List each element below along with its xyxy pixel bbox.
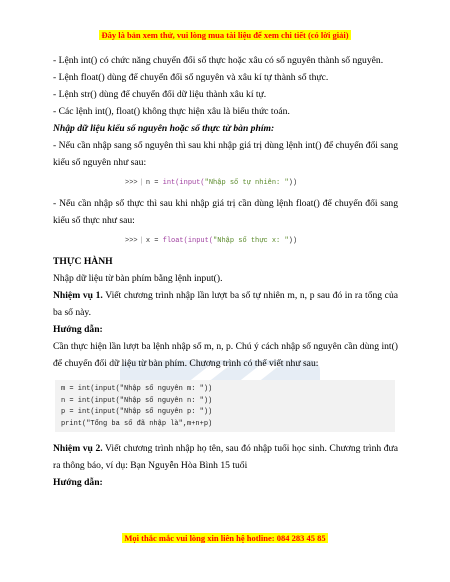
code-block-sum xyxy=(55,380,395,432)
code-var: x = xyxy=(145,237,163,245)
task-1-text: Viết chương trình nhập lần lượt ba số tự nhiên m, n, p sau đó in ra tổng của ba số này. xyxy=(53,290,398,318)
paragraph-float-input: - Nếu cần nhập số thực thì sau khi nhập giá trị cần dùng lệnh float() để chuyển đổi sang kiểu số thực như sau: xyxy=(53,198,398,226)
guide-1-heading: Hướng dẫn: xyxy=(53,324,103,335)
task-2-text: Viết chương trình nhập họ tên, sau đó nhập tuổi học sinh. Chương trình đưa ra thông báo, ví dụ: Bạn Nguyễn Hòa Bình 15 tuổi xyxy=(53,443,398,471)
hotline-banner-text: Mọi thắc mắc vui lòng xin liên hệ hotline: 084 283 45 85 xyxy=(124,533,326,543)
code-end: )) xyxy=(288,179,298,187)
code-prompt: >>> xyxy=(125,237,138,245)
code-block-line: n = int(input("Nhập số nguyên n: ")) xyxy=(61,396,213,405)
document-body xyxy=(53,52,398,491)
code-string: "Nhập số thực x: " xyxy=(213,237,289,245)
sub-heading: Nhập dữ liệu kiểu số nguyên hoặc số thực từ bàn phím: xyxy=(53,123,275,134)
code-end: )) xyxy=(288,237,298,245)
code-block-line: m = int(input("Nhập số nguyên m: ")) xyxy=(61,385,213,393)
hotline-banner xyxy=(0,533,450,543)
preview-banner xyxy=(0,30,450,40)
task-1 xyxy=(53,287,398,321)
code-fn: int(input( xyxy=(162,179,205,187)
code-prompt: >>> xyxy=(125,179,138,187)
paragraph-int-input: - Nếu cần nhập sang số nguyên thì sau khi nhập giá trị dùng lệnh int() để chuyển đổi sang kiểu số nguyên như sau: xyxy=(53,140,398,168)
task-2 xyxy=(53,440,398,474)
guide-2-heading: Hướng dẫn: xyxy=(53,477,103,488)
task-2-label: Nhiệm vụ 2. xyxy=(53,443,103,454)
section-title: THỰC HÀNH xyxy=(53,256,113,267)
code-block-line: p = int(input("Nhập số nguyên p: ")) xyxy=(61,408,213,416)
code-string: "Nhập số tự nhiên: " xyxy=(204,179,289,187)
code-var: n = xyxy=(145,179,163,187)
task-1-label: Nhiệm vụ 1. xyxy=(53,290,103,301)
paragraph-str: - Lệnh str() dùng để chuyển đổi dữ liệu thành xâu kí tự. xyxy=(53,89,267,100)
code-float-input: >>> | x = float(input("Nhập số thực x: ")) xyxy=(125,237,298,245)
code-block-line: print("Tổng ba số đã nhập là",m+n+p) xyxy=(61,419,213,428)
code-fn: float(input( xyxy=(162,237,214,245)
paragraph-int: - Lệnh int() có chức năng chuyển đổi số thực hoặc xâu có số nguyên thành số nguyên. xyxy=(53,55,384,66)
preview-banner-text: Đây là bản xem thử, vui lòng mua tài liệu để xem chi tiết (có lời giải) xyxy=(101,30,349,40)
paragraph-float: - Lệnh float() dùng để chuyển đổi số nguyên và xâu kí tự thành số thực. xyxy=(53,72,329,83)
paragraph-input-intro: Nhập dữ liệu từ bàn phím bằng lệnh input(). xyxy=(53,273,223,284)
paragraph-guide-1: Cần thực hiện lần lượt ba lệnh nhập số m, n, p. Chú ý cách nhập số nguyên cần dùng int() để chuyển đổi dữ liệu từ bàn phím. Chương trình có thể viết như sau: xyxy=(53,341,398,369)
code-int-input: >>> | n = int(input("Nhập số tự nhiên: ")) xyxy=(125,179,298,187)
paragraph-note: - Các lệnh int(), float() không thực hiện xâu là biểu thức toán. xyxy=(53,106,290,117)
